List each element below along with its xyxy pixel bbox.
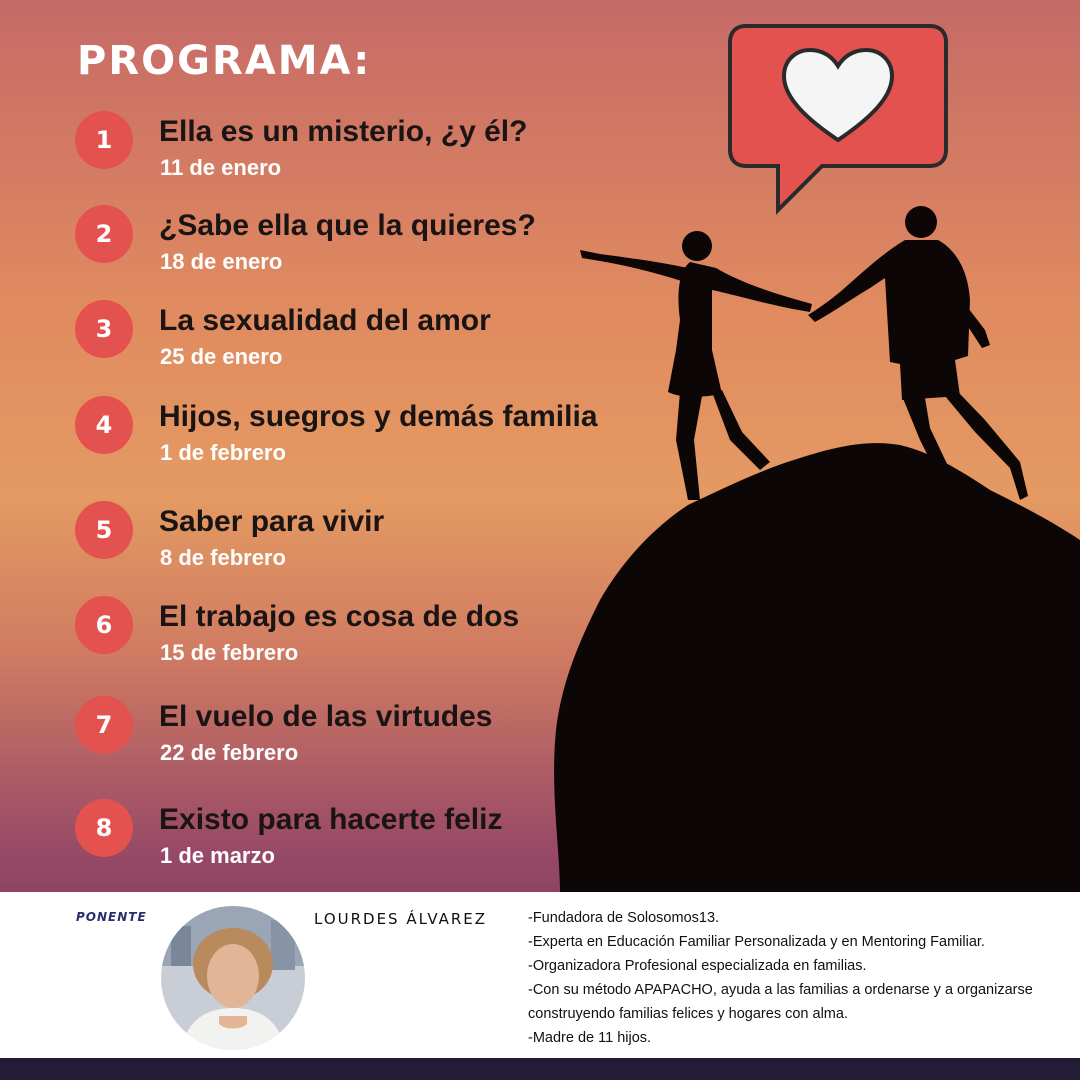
item-title: Ella es un misterio, ¿y él?: [159, 115, 528, 148]
item-number-badge: 4: [75, 396, 133, 454]
item-date: 1 de marzo: [160, 843, 275, 868]
item-title: ¿Sabe ella que la quieres?: [159, 209, 536, 242]
item-number-badge: 1: [75, 111, 133, 169]
item-number-badge: 7: [75, 696, 133, 754]
item-date: 8 de febrero: [160, 545, 286, 570]
item-title: El trabajo es cosa de dos: [159, 600, 520, 633]
rock-silhouette: [554, 443, 1080, 892]
item-number-badge: 3: [75, 300, 133, 358]
bio-line: -Fundadora de Solosomos13.: [528, 910, 720, 926]
item-number-badge: 8: [75, 799, 133, 857]
item-title: Existo para hacerte feliz: [159, 803, 503, 836]
item-date: 11 de enero: [160, 155, 282, 180]
woman-silhouette: [580, 231, 812, 500]
bio-line: -Experta en Educación Familiar Personalizada y en Mentoring Familiar.: [528, 934, 985, 950]
item-title: Saber para vivir: [159, 505, 385, 538]
item-number-badge: 6: [75, 596, 133, 654]
speaker-panel: [0, 892, 1080, 1058]
program-title: PROGRAMA:: [77, 38, 372, 84]
item-date: 25 de enero: [160, 344, 283, 369]
item-date: 15 de febrero: [160, 640, 299, 665]
item-date: 1 de febrero: [160, 440, 286, 465]
bio-line: -Organizadora Profesional especializada en familias.: [528, 958, 867, 974]
item-number-badge: 2: [75, 205, 133, 263]
heart-speech-bubble-icon: [726, 22, 950, 218]
bio-line: -Con su método APAPACHO, ayuda a las familias a ordenarse y a organizarse construyendo familias felices y hogares con alma.: [528, 982, 1033, 1022]
bottom-dark-strip: [0, 1058, 1080, 1080]
item-date: 22 de febrero: [160, 740, 299, 765]
item-title: Hijos, suegros y demás familia: [159, 400, 598, 433]
ponente-label: PONENTE: [76, 910, 147, 924]
item-number-badge: 5: [75, 501, 133, 559]
item-title: El vuelo de las virtudes: [159, 700, 493, 733]
speaker-photo: [161, 906, 305, 1050]
item-date: 18 de enero: [160, 249, 283, 274]
speaker-name: LOURDES ÁLVAREZ: [314, 910, 488, 928]
speaker-bio: [528, 906, 1058, 1050]
bio-line: -Madre de 11 hijos.: [528, 1030, 652, 1046]
item-title: La sexualidad del amor: [159, 304, 491, 337]
